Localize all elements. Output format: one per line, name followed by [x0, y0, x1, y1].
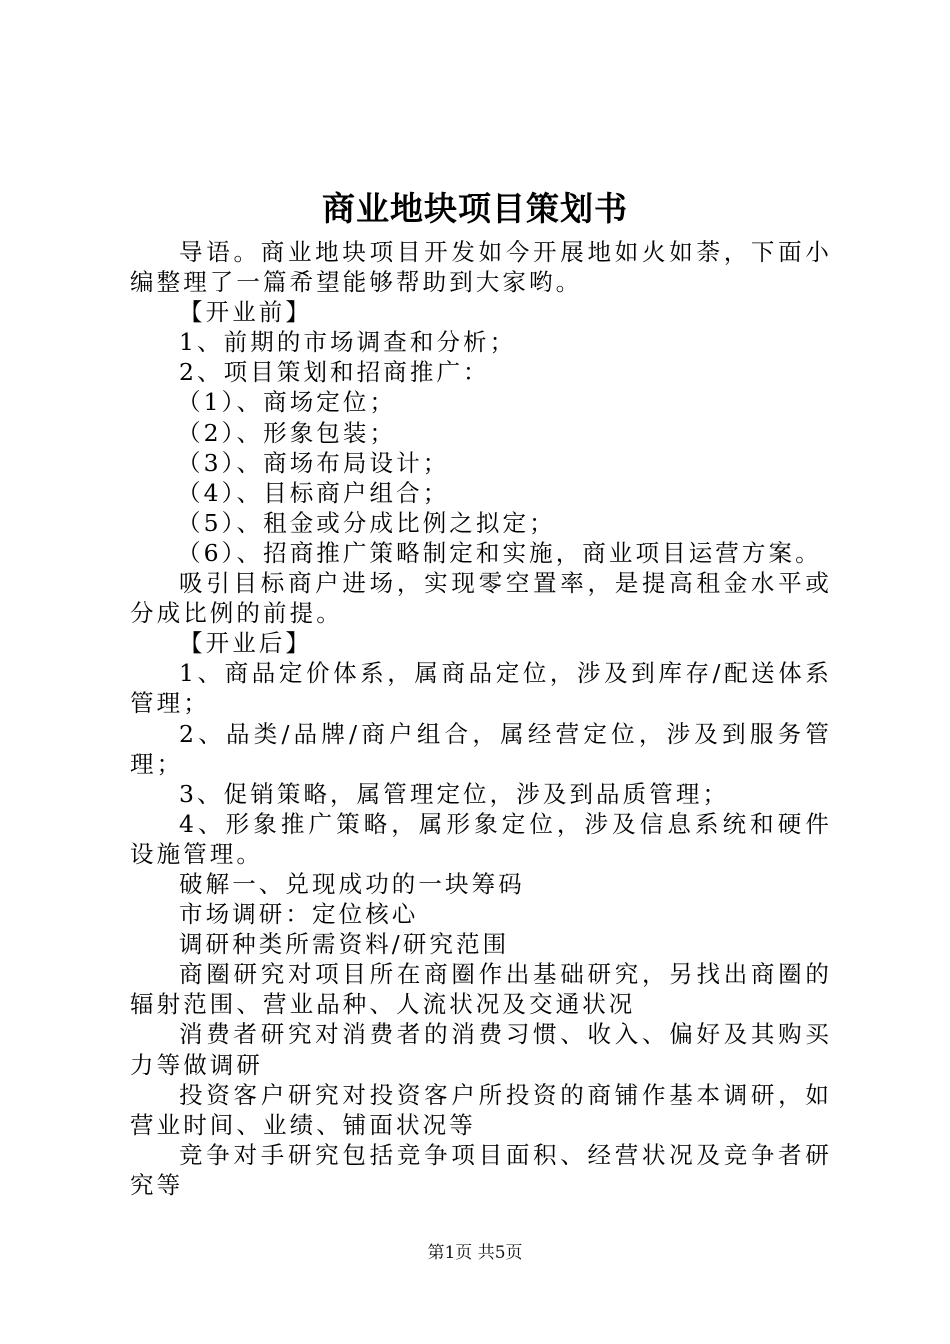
paragraph: 投资客户研究对投资客户所投资的商铺作基本调研，如营业时间、业绩、铺面状况等 [130, 1080, 832, 1139]
document-title: 商业地块项目策划书 [322, 189, 628, 228]
paragraph: 商圈研究对项目所在商圈作出基础研究，另找出商圈的辐射范围、营业品种、人流状况及交通状况 [130, 960, 832, 1019]
paragraph-intro: 导语。商业地块项目开发如今开展地如火如荼，下面小编整理了一篇希望能够帮助到大家哟。 [130, 238, 832, 297]
section-heading: 破解一、兑现成功的一块筹码 [179, 869, 525, 898]
paragraph: 吸引目标商户进场，实现零空置率，是提高租金水平或分成比例的前提。 [130, 569, 832, 628]
list-item: 2、项目策划和招商推广： [179, 358, 490, 387]
paragraph: 调研种类所需资料/研究范围 [179, 930, 510, 959]
sub-list-item: （6）、招商推广策略制定和实施，商业项目运营方案。 [177, 538, 822, 567]
paragraph: 竞争对手研究包括竞争项目面积、经营状况及竞争者研究等 [130, 1140, 832, 1199]
sub-list-item: （1）、商场定位； [177, 388, 397, 417]
section-heading-after-opening: 【开业后】 [179, 629, 312, 658]
section-heading-before-opening: 【开业前】 [179, 298, 312, 327]
paragraph: 消费者研究对消费者的消费习惯、收入、偏好及其购买力等做调研 [130, 1020, 832, 1079]
page-footer: 第1页 共5页 [427, 1243, 523, 1263]
sub-list-item: （2）、形象包装； [177, 418, 397, 447]
sub-list-item: （4）、目标商户组合； [177, 478, 450, 507]
document-body [130, 237, 832, 1200]
list-item: 2、品类/品牌/商户组合，属经营定位，涉及到服务管理； [130, 719, 832, 778]
list-item: 1、前期的市场调查和分析； [179, 328, 517, 357]
list-item: 4、形象推广策略，属形象定位，涉及信息系统和硬件设施管理。 [130, 809, 832, 868]
sub-list-item: （3）、商场布局设计； [177, 448, 450, 477]
list-item: 3、促销策略，属管理定位，涉及到品质管理； [179, 779, 730, 808]
list-item: 1、商品定价体系，属商品定位，涉及到库存/配送体系管理； [130, 659, 832, 718]
sub-list-item: （5）、租金或分成比例之拟定； [177, 508, 556, 537]
paragraph: 市场调研：定位核心 [179, 900, 419, 929]
